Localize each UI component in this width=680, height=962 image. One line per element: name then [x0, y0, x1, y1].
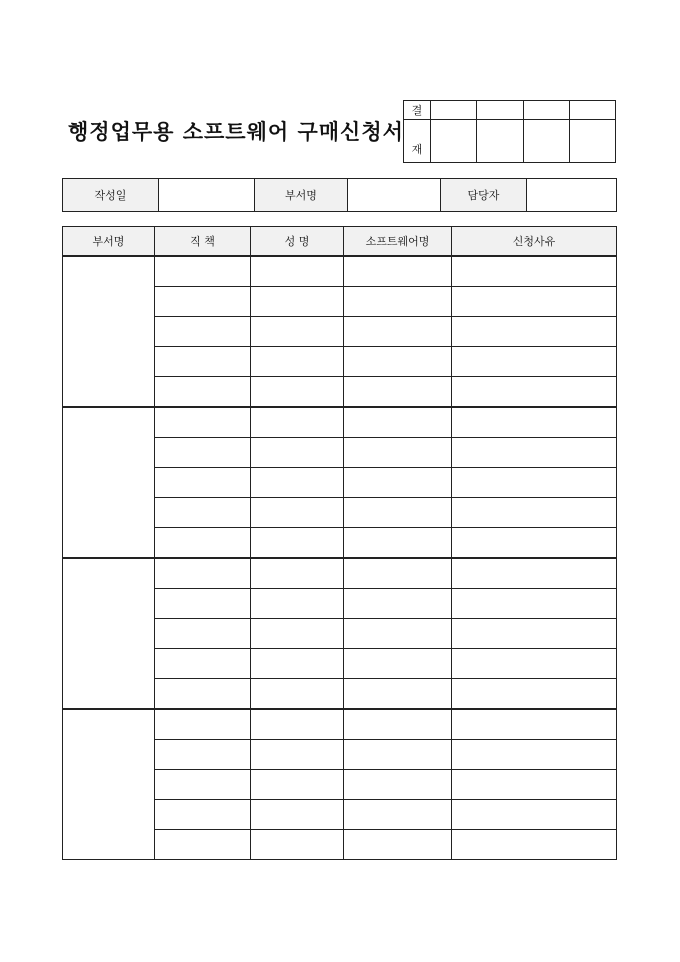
approval-label-top: 결	[404, 101, 431, 120]
name-cell[interactable]	[251, 407, 344, 438]
approval-sign-cell[interactable]	[569, 120, 615, 163]
reason-cell[interactable]	[452, 740, 617, 770]
software-cell[interactable]	[344, 347, 452, 377]
name-cell[interactable]	[251, 740, 344, 770]
reason-cell[interactable]	[452, 256, 617, 287]
name-cell[interactable]	[251, 498, 344, 528]
reason-cell[interactable]	[452, 649, 617, 679]
software-cell[interactable]	[344, 528, 452, 559]
name-cell[interactable]	[251, 317, 344, 347]
reason-cell[interactable]	[452, 317, 617, 347]
name-cell[interactable]	[251, 558, 344, 589]
manager-label: 담당자	[441, 179, 527, 212]
date-label: 작성일	[63, 179, 159, 212]
reason-cell[interactable]	[452, 558, 617, 589]
header-reason: 신청사유	[452, 227, 617, 257]
name-cell[interactable]	[251, 619, 344, 649]
position-cell[interactable]	[155, 256, 251, 287]
software-cell[interactable]	[344, 256, 452, 287]
software-cell[interactable]	[344, 317, 452, 347]
software-cell[interactable]	[344, 287, 452, 317]
name-cell[interactable]	[251, 649, 344, 679]
software-cell[interactable]	[344, 498, 452, 528]
table-row	[63, 709, 617, 740]
reason-cell[interactable]	[452, 377, 617, 408]
header-software: 소프트웨어명	[344, 227, 452, 257]
reason-cell[interactable]	[452, 287, 617, 317]
name-cell[interactable]	[251, 347, 344, 377]
approval-sign-cell[interactable]	[477, 120, 523, 163]
position-cell[interactable]	[155, 740, 251, 770]
name-cell[interactable]	[251, 709, 344, 740]
name-cell[interactable]	[251, 438, 344, 468]
reason-cell[interactable]	[452, 770, 617, 800]
software-cell[interactable]	[344, 438, 452, 468]
name-cell[interactable]	[251, 377, 344, 408]
dept-label: 부서명	[255, 179, 348, 212]
header-position: 직 책	[155, 227, 251, 257]
approval-sign-cell[interactable]	[523, 120, 569, 163]
name-cell[interactable]	[251, 679, 344, 710]
reason-cell[interactable]	[452, 709, 617, 740]
name-cell[interactable]	[251, 287, 344, 317]
position-cell[interactable]	[155, 468, 251, 498]
position-cell[interactable]	[155, 770, 251, 800]
software-cell[interactable]	[344, 649, 452, 679]
name-cell[interactable]	[251, 528, 344, 559]
request-table-body	[63, 256, 617, 860]
manager-field[interactable]	[527, 179, 617, 212]
position-cell[interactable]	[155, 800, 251, 830]
dept-cell[interactable]	[63, 256, 155, 407]
approval-header-cell	[523, 101, 569, 120]
dept-cell[interactable]	[63, 709, 155, 860]
name-cell[interactable]	[251, 800, 344, 830]
software-cell[interactable]	[344, 830, 452, 860]
reason-cell[interactable]	[452, 498, 617, 528]
reason-cell[interactable]	[452, 407, 617, 438]
approval-header-cell	[477, 101, 523, 120]
name-cell[interactable]	[251, 770, 344, 800]
reason-cell[interactable]	[452, 800, 617, 830]
software-cell[interactable]	[344, 377, 452, 408]
approval-header-cell	[569, 101, 615, 120]
reason-cell[interactable]	[452, 528, 617, 559]
position-cell[interactable]	[155, 679, 251, 710]
position-cell[interactable]	[155, 377, 251, 408]
header-dept: 부서명	[63, 227, 155, 257]
software-cell[interactable]	[344, 407, 452, 438]
name-cell[interactable]	[251, 589, 344, 619]
position-cell[interactable]	[155, 438, 251, 468]
info-table	[62, 178, 617, 212]
request-table	[62, 226, 617, 860]
position-cell[interactable]	[155, 347, 251, 377]
position-cell[interactable]	[155, 407, 251, 438]
dept-cell[interactable]	[63, 558, 155, 709]
position-cell[interactable]	[155, 528, 251, 559]
position-cell[interactable]	[155, 287, 251, 317]
approval-box	[403, 100, 616, 163]
dept-field[interactable]	[348, 179, 441, 212]
name-cell[interactable]	[251, 256, 344, 287]
software-cell[interactable]	[344, 740, 452, 770]
position-cell[interactable]	[155, 649, 251, 679]
software-cell[interactable]	[344, 770, 452, 800]
reason-cell[interactable]	[452, 830, 617, 860]
position-cell[interactable]	[155, 709, 251, 740]
reason-cell[interactable]	[452, 619, 617, 649]
reason-cell[interactable]	[452, 679, 617, 710]
date-field[interactable]	[159, 179, 255, 212]
name-cell[interactable]	[251, 830, 344, 860]
table-row	[63, 407, 617, 438]
table-row	[63, 256, 617, 287]
reason-cell[interactable]	[452, 347, 617, 377]
position-cell[interactable]	[155, 498, 251, 528]
software-cell[interactable]	[344, 679, 452, 710]
dept-cell[interactable]	[63, 407, 155, 558]
reason-cell[interactable]	[452, 468, 617, 498]
software-cell[interactable]	[344, 709, 452, 740]
approval-sign-cell[interactable]	[431, 120, 477, 163]
name-cell[interactable]	[251, 468, 344, 498]
software-cell[interactable]	[344, 800, 452, 830]
header-name: 성 명	[251, 227, 344, 257]
software-cell[interactable]	[344, 468, 452, 498]
software-cell[interactable]	[344, 589, 452, 619]
approval-header-cell	[431, 101, 477, 120]
table-row	[63, 558, 617, 589]
position-cell[interactable]	[155, 558, 251, 589]
position-cell[interactable]	[155, 589, 251, 619]
page-title: 행정업무용 소프트웨어 구매신청서	[68, 120, 404, 144]
approval-label-bottom: 재	[404, 120, 431, 163]
position-cell[interactable]	[155, 830, 251, 860]
position-cell[interactable]	[155, 619, 251, 649]
position-cell[interactable]	[155, 317, 251, 347]
software-cell[interactable]	[344, 619, 452, 649]
software-cell[interactable]	[344, 558, 452, 589]
reason-cell[interactable]	[452, 438, 617, 468]
reason-cell[interactable]	[452, 589, 617, 619]
